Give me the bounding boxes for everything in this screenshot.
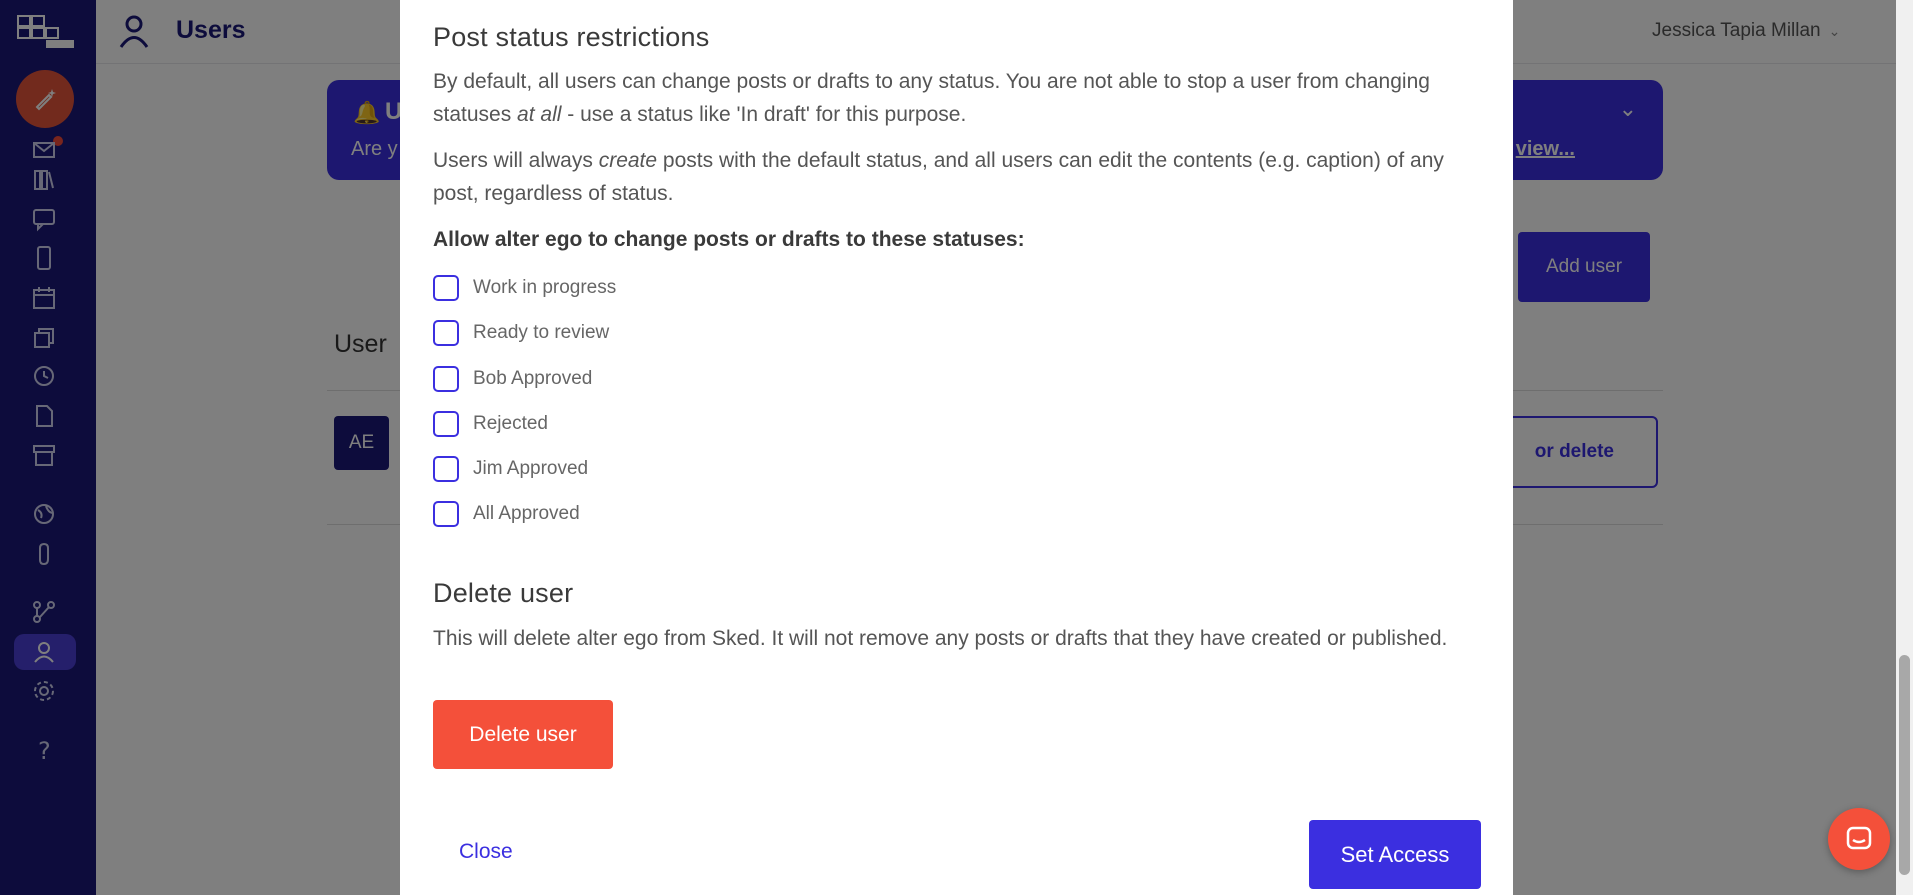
user-access-modal bbox=[400, 0, 1513, 895]
checkbox[interactable] bbox=[433, 501, 459, 527]
chat-icon bbox=[1845, 825, 1873, 853]
status-option-rejected[interactable]: Rejected bbox=[433, 411, 548, 437]
checkbox[interactable] bbox=[433, 411, 459, 437]
checkbox[interactable] bbox=[433, 366, 459, 392]
status-option-work-in-progress[interactable]: Work in progress bbox=[433, 275, 616, 301]
close-button[interactable]: Close bbox=[459, 840, 513, 863]
status-restrictions-desc-2: Users will always create posts with the default status, and all users can edit the contents (e.g. caption) of any post, regardless of status. bbox=[433, 149, 1444, 205]
status-option-bob-approved[interactable]: Bob Approved bbox=[433, 366, 592, 392]
checkbox[interactable] bbox=[433, 320, 459, 346]
delete-user-button[interactable]: Delete user bbox=[433, 700, 613, 769]
status-option-all-approved[interactable]: All Approved bbox=[433, 501, 580, 527]
checkbox[interactable] bbox=[433, 456, 459, 482]
delete-user-title: Delete user bbox=[433, 578, 574, 608]
status-restrictions-title: Post status restrictions bbox=[433, 22, 710, 52]
scrollbar-thumb[interactable] bbox=[1899, 655, 1910, 875]
status-option-jim-approved[interactable]: Jim Approved bbox=[433, 456, 588, 482]
chat-launcher-button[interactable] bbox=[1828, 808, 1890, 870]
status-option-ready-to-review[interactable]: Ready to review bbox=[433, 320, 609, 346]
allow-statuses-label: Allow alter ego to change posts or drafts to these statuses: bbox=[433, 228, 1025, 251]
status-restrictions-desc-1: By default, all users can change posts or drafts to any status. You are not able to stop a user from changing statuses at all - use a status like 'In draft' for this purpose. bbox=[433, 70, 1430, 126]
set-access-button[interactable]: Set Access bbox=[1309, 820, 1481, 889]
checkbox[interactable] bbox=[433, 275, 459, 301]
delete-user-desc: This will delete alter ego from Sked. It will not remove any posts or drafts that they have created or published. bbox=[433, 627, 1448, 650]
